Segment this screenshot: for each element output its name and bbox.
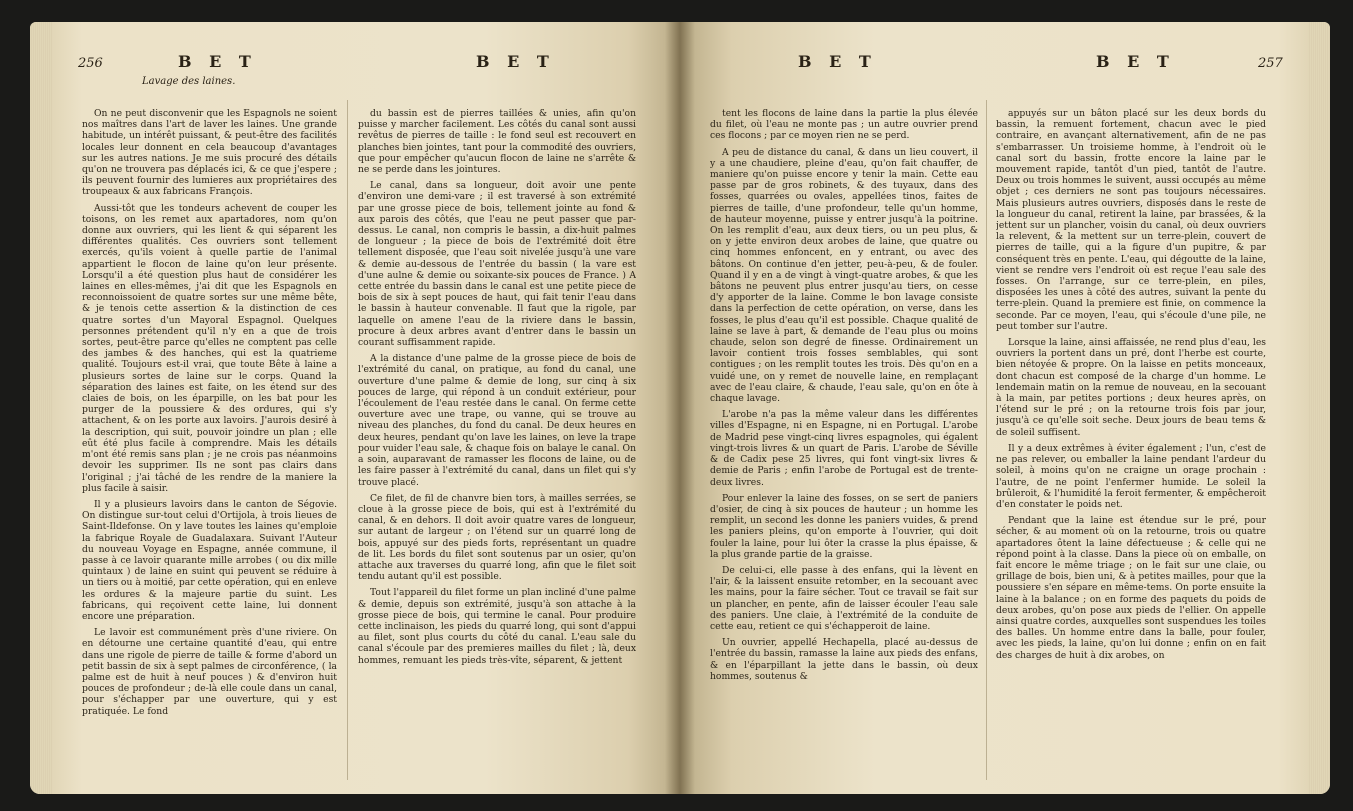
right-running-head-1: B E T [798,52,877,71]
right-folio: 257 [1258,56,1283,71]
paragraph: Le lavoir est communément près d'une riviere. On en détourne une certaine quantité d'eau, qui entre dans une rigole de pierre de taille & forme d'abord un petit bassin de six à sept palmes de circonférence, ( la palme est de huit à neuf pouces ) & d'environ huit pouces de profondeur ; de-là elle coule dans un canal, pour s'échapper par une ouverture, qui y est pratiquée. Le fond [82,627,337,717]
paragraph: De celui-ci, elle passe à des enfans, qui la lèvent en l'air, & la laissent ensuite retomber, en la secouant avec les mains, pour la faire sécher. Tout ce travail se fait sur un plancher, en pente, afin de laisser écouler l'eau sale des paniers. Une claie, à l'extrémité de la conduite de cette eau, retient ce qui s'échapperoit de laine. [710,564,978,632]
left-column-2 [358,108,636,778]
column-divider [986,100,987,780]
paragraph: Il y a plusieurs lavoirs dans le canton de Ségovie. On distingue sur-tout celui d'Ortijola, à trois lieues de Saint-Ildefonse. On y lave toutes les laines qu'emploie la fabrique Royale de Guadalaxara. Suivant l'Auteur du nouveau Voyage en Espagne, année commune, il passe à ce lavoir quarante mille arrobes ( ou dix mille quintaux ) de laine en suint qui peuvent se réduire à un tiers ou à moitié, par cette opération, qui en enleve les ordures & la majeure partie du suint. Les fabricans, qui reçoivent cette laine, lui donnent encore une préparation. [82,498,337,622]
paragraph: A la distance d'une palme de la grosse piece de bois de l'extrémité du canal, on pratique, au fond du canal, une ouverture d'une palme & demie de long, sur cinq à six pouces de large, qui répond à un conduit extérieur, pour l'écoulement de l'eau restée dans le canal. On ferme cette ouverture avec une trape, ou vanne, qui se trouve au niveau des planches, du fond du canal. De deux heures en deux heures, pendant qu'on lave les laines, on leve la trape pour vuider l'eau sale, & chaque fois on balaye le canal. On a soin, auparavant de ramasser les flocons de laine, ou de les faire passer à l'extrémité du canal, dans un filet qui s'y trouve placé. [358,353,636,488]
left-running-head-2: B E T [476,52,555,71]
right-page [680,22,1330,794]
paragraph: Tout l'appareil du filet forme un plan incliné d'une palme & demie, depuis son extrémité, jusqu'à son attache à la grosse piece de bois, qui termine le canal. Pour produire cette inclinaison, les pieds du quarré long, qui sont d'appui au filet, sont plus courts du côté du canal. L'eau sale du canal s'écoule par des premieres mailles du filet ; là, deux hommes, remuant les pieds très-vîte, séparent, & jettent [358,587,636,666]
paragraph: Il y a deux extrêmes à éviter également ; l'un, c'est de ne pas relever, ou emballer la laine pendant l'ardeur du soleil, à moins qu'on ne craigne un orage prochain : l'autre, de ne point l'enfermer humide. Le soleil la brûleroit, & l'humidité la feroit fermenter, & empêcheroit d'en constater le poids net. [996,442,1266,510]
right-page-edge [1308,22,1330,794]
left-running-head-1: B E T [178,52,257,71]
paragraph: A peu de distance du canal, & dans un lieu couvert, il y a une chaudiere, pleine d'eau, qu'on fait chauffer, de maniere qu'on puisse encore y tenir la main. Cette eau passe par de gros robinets, & des tuyaux, dans des fosses, quarrées ou ovales, appellées tinos, faites de pierres de taille, d'une profondeur, telle qu'un homme, de hauteur moyenne, puisse y entrer jusqu'à la poitrine. On les remplit d'eau, aux deux tiers, ou un peu plus, & on y jette environ deux arobes de laine, que quatre ou cinq hommes enfoncent, en y entrant, ou avec des bâtons. On continue d'en jetter, peu-à-peu, & de fouler. Quand il y en a de vingt à vingt-quatre arobes, & que les bâtons ne peuvent plus entrer jusqu'au tiers, on cesse d'y apporter de la laine. Comme le bon lavage consiste dans la perfection de cette opération, on verse, dans les fosses, le plus d'eau qu'il est possible. Chaque qualité de laine se lave à part, & demande de l'eau plus ou moins chaude, selon son degré de finesse. Ordinairement un lavoir contient trois fosses semblables, qui sont contigues ; on les remplit toutes les trois. Dès qu'on en a vuidé une, on y remet de nouvelle laine, en remplaçant avec de l'eau claire, & chaude, l'eau sale, qu'on en ôte à chaque lavage. [710,146,978,405]
book-gutter [665,22,695,794]
paragraph: Un ouvrier, appellé Hechapella, placé au-dessus de l'entrée du bassin, ramasse la laine aux pieds des enfans, & en l'éparpillant la jette dans le bassin, où deux hommes, soutenus & [710,637,978,682]
paragraph: tent les flocons de laine dans la partie la plus élevée du filet, où l'eau ne monte pas ; un autre ouvrier prend ces flocons ; par ce moyen rien ne se perd. [710,108,978,142]
paragraph: appuyés sur un bâton placé sur les deux bords du bassin, la remuent fortement, chacun avec le pied contraire, en avançant alternativement, afin de ne pas s'embarrasser. Un troisieme homme, à l'endroit où le canal sort du bassin, frotte encore la laine par le mouvement rapide, tantôt d'un pied, tantôt de l'autre. Deux ou trois hommes le suivent, aussi occupés au même objet ; ces derniers ne sont pas toujours nécessaires. Mais plusieurs autres ouvriers, disposés dans le reste de la longueur du canal, retirent la laine, par brassées, & la jettent sur un plancher, voisin du canal, où deux ouvriers la relevent, & la mettent sur un terre-plein, couvert de pierres de taille, qui a la figure d'un pupitre, & par conséquent très en pente. L'eau, qui dégoutte de la laine, vient se rendre vers l'endroit où est reçue l'eau sale des fosses. On l'arrange, sur ce terre-plein, en piles, disposées les unes à côté des autres, suivant la pente du terre-plein. Quand la premiere est finie, on commence la seconde. Par ce moyen, l'eau, qui s'écoule d'une pile, ne peut tomber sur l'autre. [996,108,1266,332]
column-divider [347,100,348,780]
left-page-edge [30,22,52,794]
open-book [30,22,1330,794]
section-title: Lavage des laines. [142,76,236,87]
paragraph: Aussi-tôt que les tondeurs achevent de couper les toisons, on les remet aux apartadores, nom qu'on donne aux ouvriers, qui les lient & qui séparent les différentes qualités. Ces ouvriers sont tellement exercés, qu'ils voient à quelle partie de l'animal appartient le flocon de laine qu'on leur présente. Lorsqu'il a été question plus haut de considérer les laines en elles-mêmes, j'ai dit que les Espagnols en reconnoissoient de quatre sortes sur une même bête, & je tenois cette assertion & la distinction de ces quatre sortes d'un Mayoral Espagnol. Quelques personnes prétendent qu'il n'y en a que de trois sortes, peut-être parce qu'elles ne comptent pas celle des jambes & des hanches, qui est la quatrieme qualité. Toujours est-il vrai, que toute Bête à laine a plusieurs sortes de laine sur le corps. Quand la séparation des laines est faite, on les étend sur des claies de bois, on les éparpille, on les bat pour les purger de la poussiere & des ordures, qui s'y attachent, & on les porte aux lavoirs. J'aurois desiré à la description, qui suit, pouvoir joindre un plan ; elle eût été plus facile à comprendre. Mais les détails m'ont été remis sans plan ; je ne crois pas néanmoins devoir les supprimer. Ils ne sont pas clairs dans l'original ; j'ai tâché de les rendre de la maniere la plus facile à saisir. [82,202,337,494]
paragraph: Le canal, dans sa longueur, doit avoir une pente d'environ une demi-vare ; il est traversé à son extrémité par une grosse piece de bois, tellement jointe au fond & aux parois des côtés, que l'eau ne peut passer que par-dessus. Le canal, non compris le bassin, a dix-huit palmes de longueur ; la piece de bois de l'extrémité doit être tellement disposée, que l'eau soit nivelée jusqu'à une vare & demie au-dessous de l'entrée du bassin ( la vare est d'une aulne & demie ou soixante-six pouces de France. ) A cette entrée du bassin dans le canal est une petite piece de bois de six à sept pouces de haut, qui fait tenir l'eau dans le bassin à hauteur convenable. Il faut que la rigole, par laquelle on amene l'eau de la riviere dans le bassin, procure à deux arbres avant d'entrer dans le bassin un courant suffisamment rapide. [358,180,636,349]
left-column-1 [82,108,337,778]
left-page [30,22,680,794]
paragraph: Pendant que la laine est étendue sur le pré, pour sécher, & au moment où on la retourne, trois ou quatre apartadores ôtent la laine défectueuse ; & celle qui ne répond point à la classe. Dans la piece où on emballe, on fait encore le même triage ; on le fait sur une claie, ou grillage de bois, bien uni, & à petites mailles, pour que la poussiere s'en sépare en même-tems. On porte ensuite la laine à la balance ; on en forme des paquets du poids de deux arobes, qu'on pose aux pieds de l'ellier. On appelle ainsi quatre cordes, auxquelles sont suspendues les toiles des balles. Un homme entre dans la balle, pour fouler, avec les pieds, la laine, qu'on lui donne ; enfin on en fait des charges de huit à dix arobes, on [996,515,1266,661]
paragraph: du bassin est de pierres taillées & unies, afin qu'on puisse y marcher facilement. Les côtés du canal sont aussi revêtus de pierres de taille : le fond seul est recouvert en planches bien jointes, tant pour la commodité des ouvriers, que pour empêcher qu'aucun flocon de laine ne s'arrête & ne se perde dans les jointures. [358,108,636,176]
paragraph: Pour enlever la laine des fosses, on se sert de paniers d'osier, de cinq à six pouces de hauteur ; un homme les remplit, un second les donne les paniers vuides, & prend les paniers pleins, qu'on emporte à l'ouvrier, qui doit fouler la laine, pour lui ôter la crasse la plus épaisse, & la plus grande partie de la graisse. [710,492,978,560]
paragraph: Ce filet, de fil de chanvre bien tors, à mailles serrées, se cloue à la grosse piece de bois, qui est à l'extrémité du canal, & en dehors. Il doit avoir quatre vares de longueur, sur autant de largeur ; on l'étend sur un quarré long de bois, appuyé sur des pieds forts, représentant un quadre de lit. Les bords du filet sont soutenus par un osier, qu'on attache aux traverses du quarré long, afin que le filet soit tendu autant qu'il est possible. [358,492,636,583]
right-column-1 [710,108,978,778]
paragraph: On ne peut disconvenir que les Espagnols ne soient nos maîtres dans l'art de laver les laines. Une grande habitude, un intérêt puissant, & peut-être des facilités locales leur donnent en cela beaucoup d'avantages sur les autres nations. Je me suis procuré des détails qu'on ne trouvera pas déplacés ici, & ce que j'espere ; ils peuvent fournir des lumieres aux propriétaires des troupeaux & aux fabricans François. [82,108,337,198]
left-folio: 256 [78,56,103,71]
paragraph: Lorsque la laine, ainsi affaissée, ne rend plus d'eau, les ouvriers la portent dans un pré, dont l'herbe est courte, bien nétoyée & propre. On la laisse en petits monceaux, dont chacun est composé de la charge d'un homme. Le lendemain matin on la remue de nouveau, en la secouant à la main, par petites portions ; deux heures après, on l'étend sur le pré ; on la retourne trois fois par jour, jusqu'à ce qu'elle soit seche. Deux jours de beau tems & de soleil suffisent. [996,337,1266,438]
right-column-2 [996,108,1266,778]
paragraph: L'arobe n'a pas la même valeur dans les différentes villes d'Espagne, ni en Espagne, ni en Portugal. L'arobe de Madrid pese vingt-cinq livres espagnoles, qui égalent vingt-trois livres & un quart de Paris. L'arobe de Séville & de Cadix pese 25 livres, qui font vingt-six livres & demie de Paris ; enfin l'arobe de Portugal est de trente-deux livres. [710,409,978,488]
right-running-head-2: B E T [1096,52,1175,71]
